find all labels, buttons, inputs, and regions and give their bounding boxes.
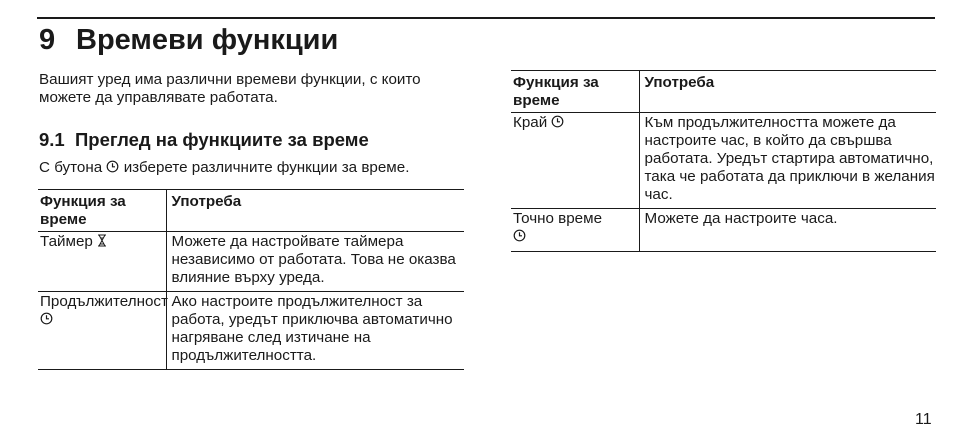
clock-icon [513, 229, 526, 247]
chapter-number: 9 [39, 24, 56, 56]
clock-icon [106, 160, 119, 178]
function-name: Таймер [40, 233, 93, 250]
header-function: Функция за време [38, 190, 166, 232]
usage-cell: Към продължителността можете да настроите час, в който да свършва работата. Уредът стартира автоматично, така че работата да приключи в желания час. [644, 114, 935, 203]
section-number: 9.1 [39, 129, 65, 150]
chapter-title-text: Времеви функции [76, 24, 339, 56]
table-row [511, 209, 936, 252]
table-row [38, 292, 464, 370]
function-name: Продължителност [40, 293, 168, 310]
table-row [511, 113, 936, 209]
function-cell [38, 292, 166, 370]
table-row [38, 232, 464, 292]
section-intro-before: С бутона [39, 159, 103, 176]
function-cell [511, 209, 639, 252]
time-functions-table-left [38, 189, 464, 370]
header-function: Функция за време [511, 71, 639, 113]
header-usage: Употреба [171, 193, 242, 210]
header-usage: Употреба [644, 74, 715, 91]
function-name: Край [513, 114, 548, 131]
time-functions-table-right [511, 70, 936, 252]
end-clock-icon [551, 115, 564, 133]
usage-cell: Ако настроите продължителност за работа, уредът приключва автоматично нагряване след изтичане на продължителността. [171, 293, 453, 364]
function-cell [511, 113, 639, 209]
usage-cell: Можете да настроите часа. [644, 210, 838, 227]
page-number: 11 [915, 411, 932, 428]
section-intro [39, 159, 409, 178]
function-cell [38, 232, 166, 292]
section-title-text: Преглед на функциите за време [75, 129, 369, 150]
chapter-title [39, 22, 338, 58]
usage-cell: Можете да настройвате таймера независимо от работата. Това не оказва влияние върху уреда. [171, 233, 456, 286]
top-rule [37, 17, 935, 19]
section-title [39, 128, 369, 152]
table-header-row [511, 71, 936, 113]
function-name: Точно време [513, 210, 603, 227]
hourglass-icon [97, 234, 107, 252]
section-intro-after: изберете различните функции за време. [123, 159, 410, 176]
duration-clock-icon [40, 312, 53, 330]
table-header-row [38, 190, 464, 232]
intro-paragraph: Вашият уред има различни времеви функции, с които можете да управлявате работата. [39, 71, 421, 106]
